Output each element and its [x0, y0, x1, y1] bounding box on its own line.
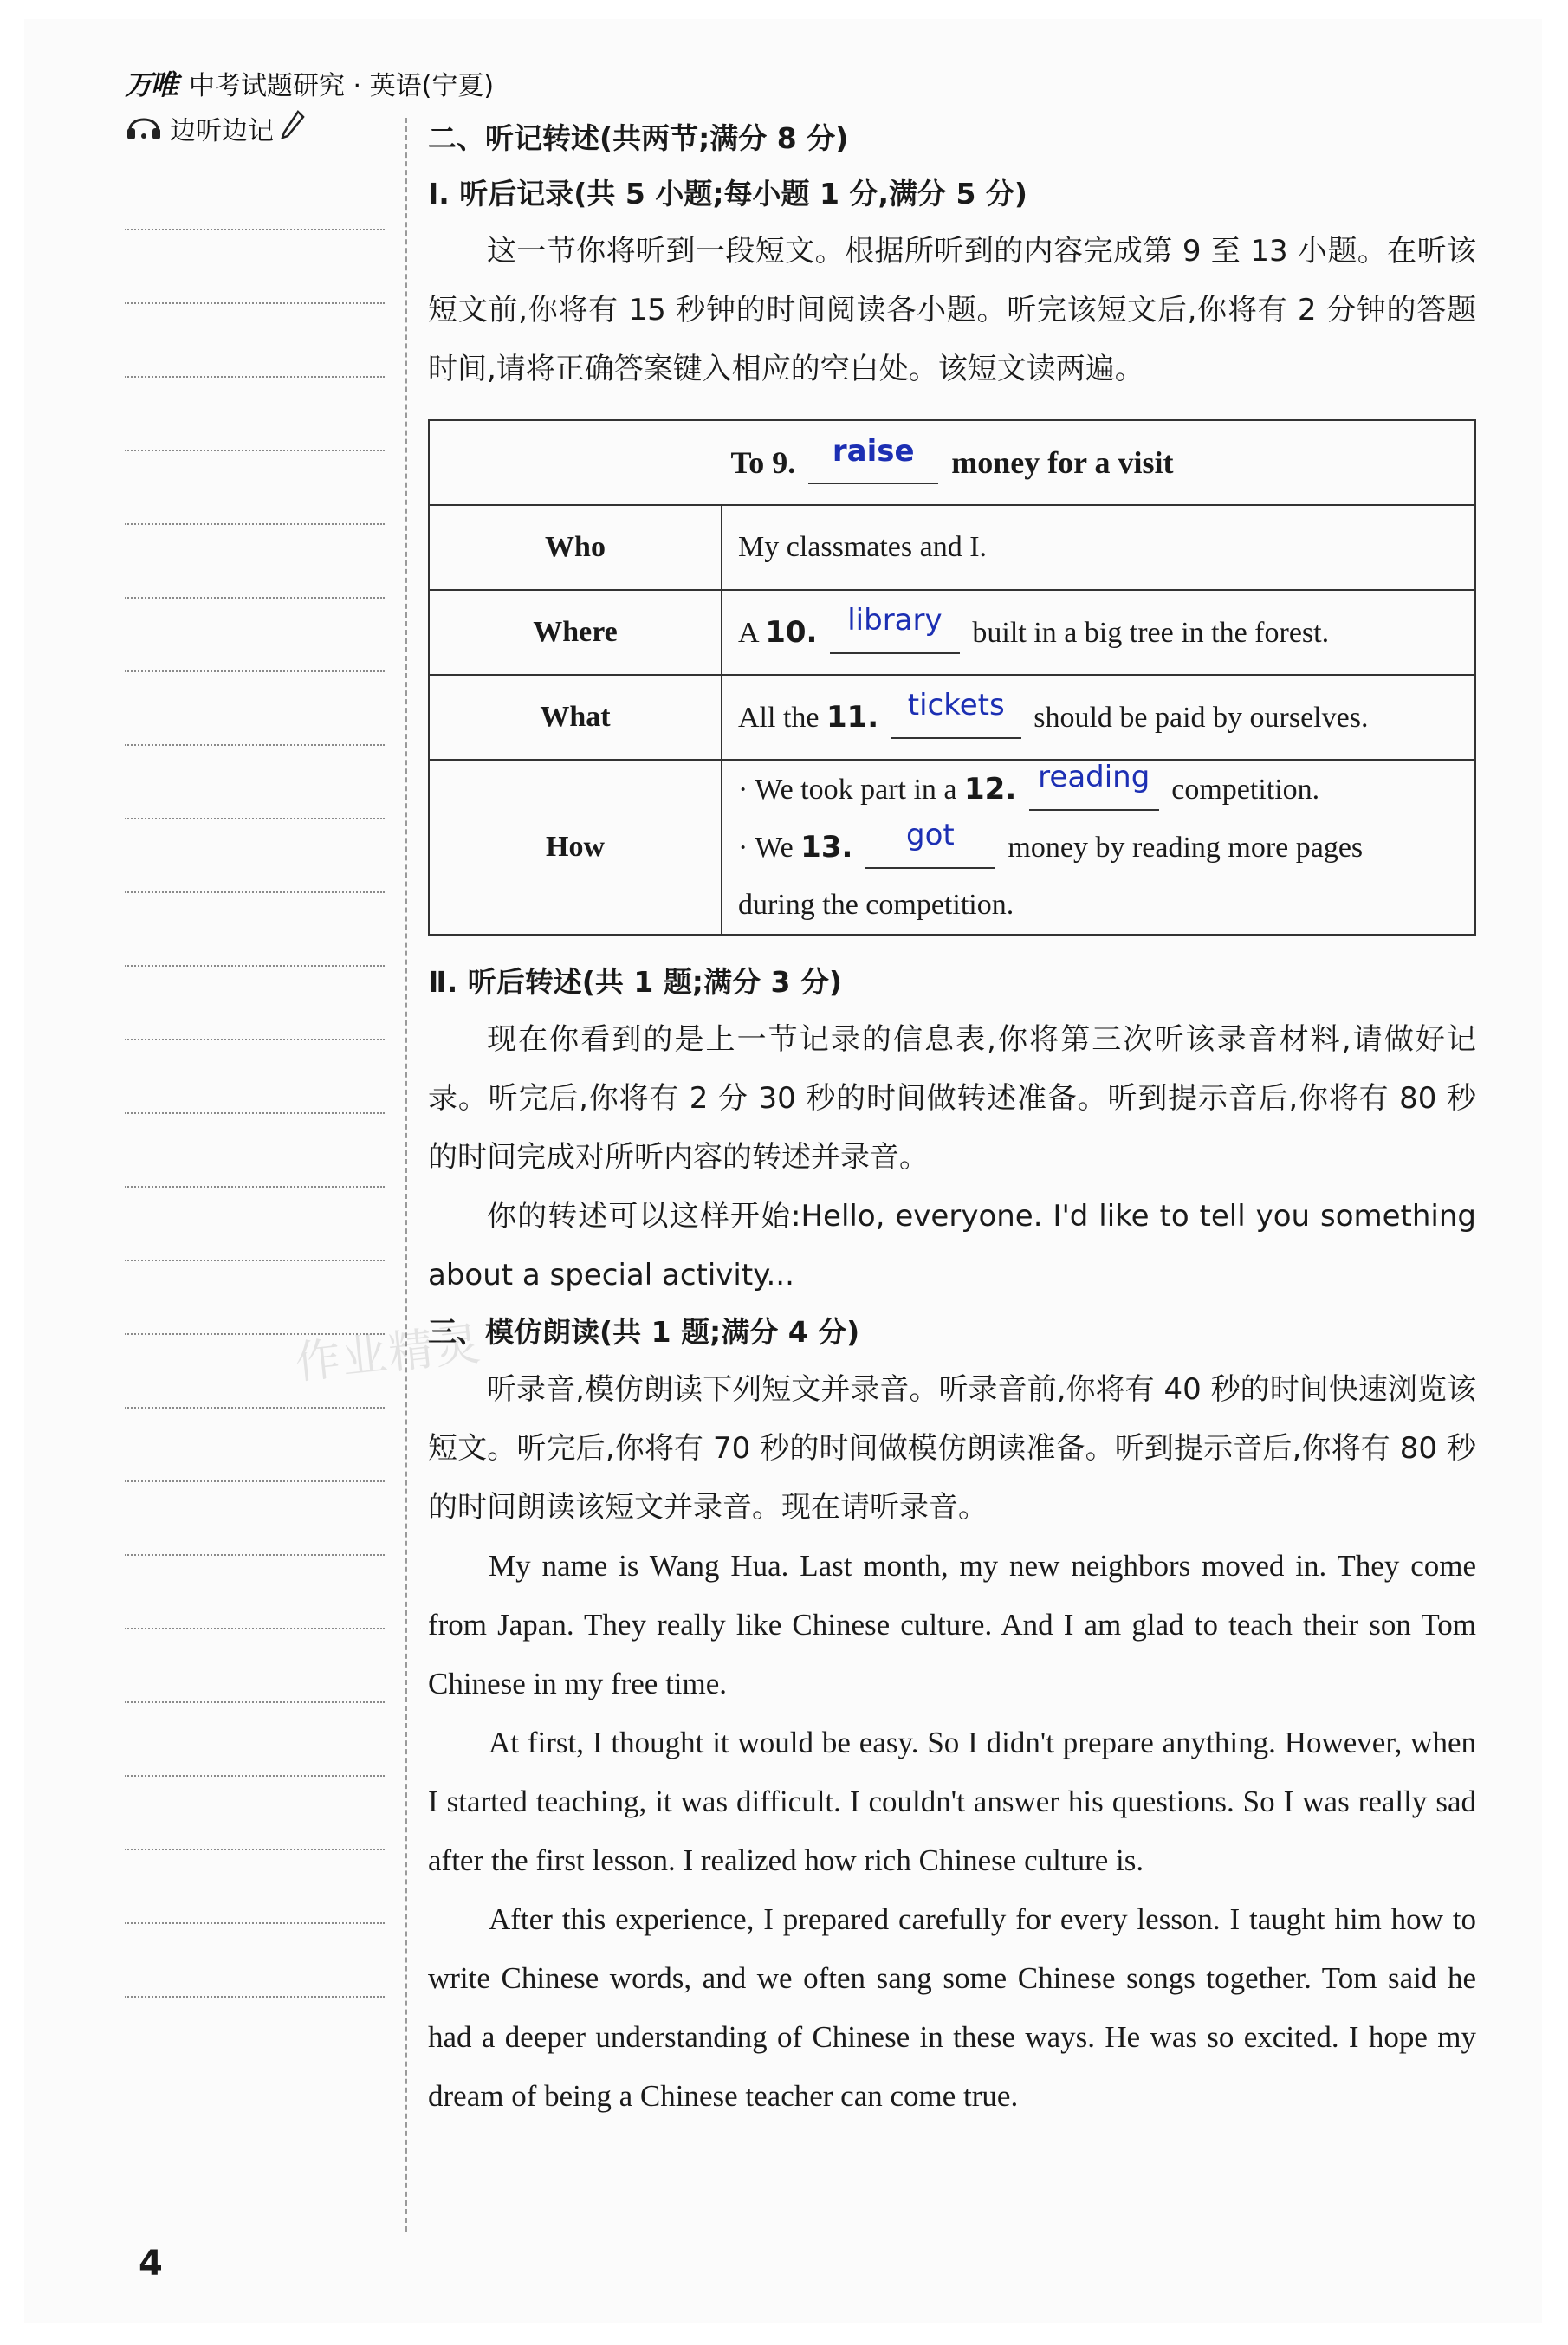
table-caption-row	[429, 420, 1475, 505]
part-2-instruction: 现在你看到的是上一节记录的信息表,你将第三次听该录音材料,请做好记录。听完后,你将有 2 分 30 秒的时间做转述准备。听到提示音后,你将有 80 秒的时间完成对所听内容的转述并录音。	[428, 1022, 1476, 1175]
caption-after: money for a visit	[951, 445, 1174, 480]
note-line	[125, 1407, 385, 1409]
passage-paragraph: At first, I thought it would be easy. So I didn't prepare anything. However, when I started teaching, it was difficult. I couldn't answer his questions. So I was really sad after the first lesson. I realized how rich Chinese culture is.	[428, 1726, 1476, 1877]
section-3-heading: 三、模仿朗读(共 1 题;满分 4 分)	[428, 1315, 860, 1349]
text-before: · We took part in a	[738, 774, 957, 806]
pencil-icon	[281, 110, 305, 146]
answer-blank-10[interactable]	[830, 602, 960, 654]
text-after: should be paid by ourselves.	[1033, 701, 1369, 734]
note-line	[125, 376, 385, 378]
answer-blank-12[interactable]	[1029, 760, 1159, 811]
header-title: 中考试题研究 · 英语(宁夏)	[189, 71, 495, 101]
note-line	[125, 1849, 385, 1850]
margin-title-text: 边听边记	[170, 116, 274, 146]
table-row-what	[429, 675, 1475, 760]
running-header	[125, 64, 494, 102]
main-content	[428, 111, 1476, 2126]
margin-title	[125, 107, 385, 149]
section-3-instruction: 听录音,模仿朗读下列短文并录音。听录音前,你将有 40 秒的时间快速浏览该短文。听完后,你将有 70 秒的时间做模仿朗读准备。听到提示音后,你将有 80 秒的时间朗读该短文并录音。现在请听录音。	[428, 1372, 1476, 1525]
text-before: · We	[738, 832, 794, 864]
passage-paragraph: After this experience, I prepared carefully for every lesson. I taught him how to write Chinese words, and we often sang some Chinese songs together. Tom said he had a deeper understanding of Chinese in these ways. He was so excited. I hope my dream of being a Chinese teacher can come true.	[428, 1902, 1476, 2113]
row-label: What	[429, 675, 722, 760]
question-number-9: 9.	[772, 445, 796, 480]
text-before: A	[738, 616, 758, 649]
row-content: My classmates and I.	[722, 505, 1475, 590]
question-number-11: 11.	[826, 699, 879, 735]
note-line	[125, 1112, 385, 1114]
note-line	[125, 1039, 385, 1040]
section-2-heading: 二、听记转述(共两节;满分 8 分)	[428, 121, 849, 155]
note-line	[125, 1628, 385, 1629]
note-line	[125, 818, 385, 819]
margin-notes	[125, 107, 385, 149]
question-number-12: 12.	[964, 772, 1017, 806]
text-before: All the	[738, 701, 820, 734]
row-content	[722, 590, 1475, 675]
headphones-icon	[125, 107, 163, 149]
note-line	[125, 597, 385, 599]
table-row-how	[429, 760, 1475, 935]
text-after: built in a big tree in the forest.	[972, 616, 1330, 649]
part-2-opening: 你的转述可以这样开始:Hello, everyone. I'd like to tell you something about a special activity...	[428, 1199, 1476, 1292]
note-line	[125, 965, 385, 967]
note-line	[125, 1480, 385, 1482]
how-line-3: during the competition.	[738, 889, 1014, 921]
part-1-heading: Ⅰ. 听后记录(共 5 小题;每小题 1 分,满分 5 分)	[428, 177, 1028, 211]
row-content	[722, 675, 1475, 760]
answer-12: reading	[1038, 760, 1150, 794]
note-line	[125, 1701, 385, 1703]
how-line-2	[738, 819, 1459, 877]
info-table	[428, 419, 1476, 936]
note-line	[125, 891, 385, 893]
row-label: Where	[429, 590, 722, 675]
note-line	[125, 1260, 385, 1261]
caption-before: To	[730, 445, 765, 480]
answer-blank-13[interactable]	[865, 818, 995, 869]
part-2-heading: Ⅱ. 听后转述(共 1 题;满分 3 分)	[428, 965, 843, 999]
answer-13: got	[906, 818, 955, 852]
part-1-instruction: 这一节你将听到一段短文。根据所听到的内容完成第 9 至 13 小题。在听该短文前,你将有 15 秒钟的时间阅读各小题。听完该短文后,你将有 2 分钟的答题时间,请将正确答案键入相应的空白处。该短文读两遍。	[428, 234, 1476, 386]
note-line	[125, 450, 385, 451]
table-row-where	[429, 590, 1475, 675]
note-line	[125, 1186, 385, 1188]
note-line	[125, 1775, 385, 1777]
answer-9: raise	[832, 434, 915, 469]
table-caption	[429, 420, 1475, 505]
question-number-13: 13.	[800, 830, 853, 865]
note-line	[125, 523, 385, 525]
note-line	[125, 670, 385, 672]
table-row-who	[429, 505, 1475, 590]
text-after: competition.	[1171, 774, 1320, 806]
column-divider	[405, 118, 407, 2232]
note-lines	[125, 229, 385, 2070]
note-line	[125, 1922, 385, 1924]
brand-logo: 万唯	[125, 68, 178, 101]
page-number: 4	[139, 2244, 163, 2283]
note-line	[125, 744, 385, 746]
answer-11: tickets	[907, 687, 1005, 722]
answer-blank-9[interactable]	[808, 434, 938, 484]
note-line	[125, 1554, 385, 1556]
text-after: money by reading more pages	[1008, 832, 1364, 864]
question-number-10: 10.	[765, 614, 818, 650]
passage-paragraph: My name is Wang Hua. Last month, my new neighbors moved in. They come from Japan. They really like Chinese culture. And I am glad to teach their son Tom Chinese in my free time.	[428, 1549, 1476, 1700]
how-line-1	[738, 761, 1459, 819]
row-content	[722, 760, 1475, 935]
answer-blank-11[interactable]	[891, 687, 1021, 739]
row-label: Who	[429, 505, 722, 590]
note-line	[125, 229, 385, 230]
row-label: How	[429, 760, 722, 935]
note-line	[125, 302, 385, 304]
note-line	[125, 1996, 385, 1998]
watermark: 作业精灵	[293, 1318, 485, 1390]
answer-10: library	[847, 602, 943, 638]
